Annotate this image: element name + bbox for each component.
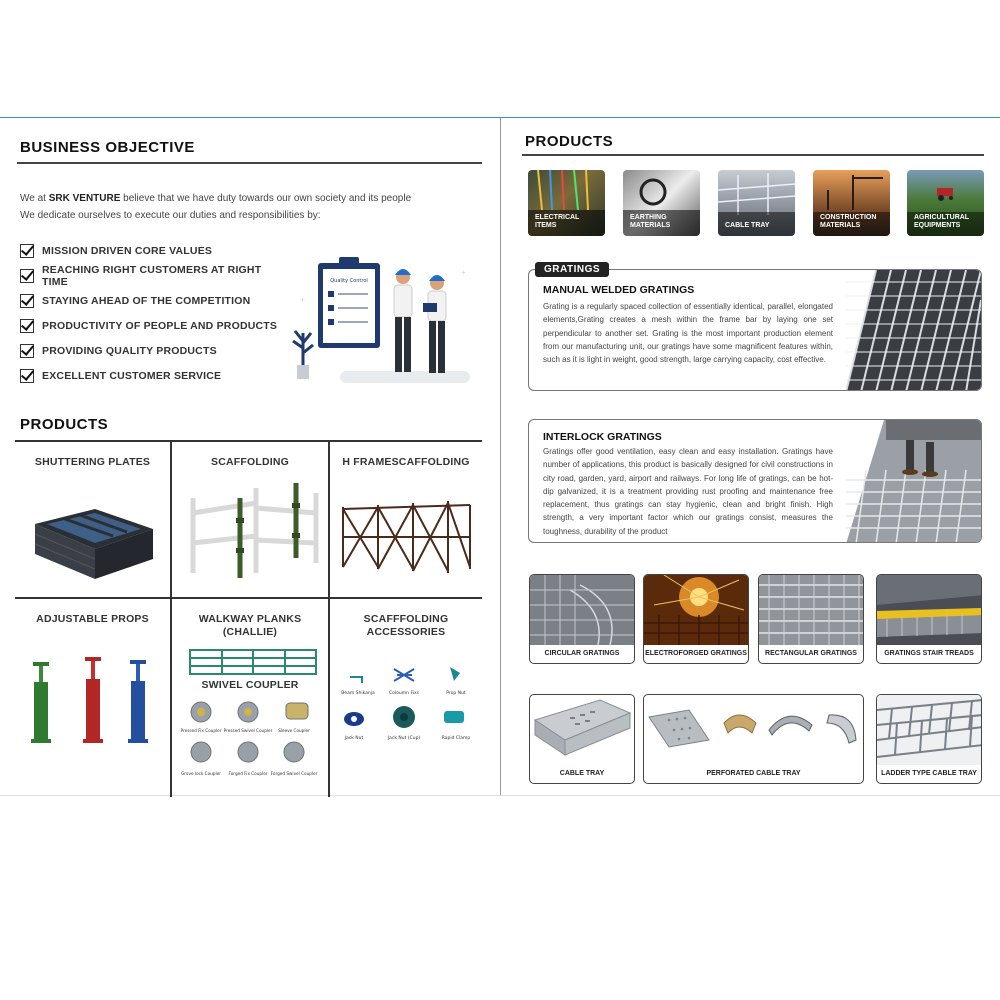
category-cable-tray[interactable] <box>718 170 795 236</box>
checkbox-checked-icon <box>20 244 34 258</box>
product-label: CABLE TRAY <box>559 770 605 777</box>
stair-tread-image <box>877 575 982 645</box>
checklist-item <box>20 288 290 313</box>
category-label: CABLE TRAY <box>725 222 770 229</box>
interlock-gratings-text: Gratings offer good ventilation, easy clean and easy installation. Gratings have number of applications, this product is basically designed for civil constructions in city road, garden, yard, airport and railways. For long life of gratings, can be hot-dip galvanized, it is a treatment providing rust proofing and maintenance free replacement, thus gratings can stay hygienic, clean and bright finish. High strength, a very important factor which our gratings consist, measures the toughness, durability of the product <box>543 447 833 536</box>
accessory-label: Jack Nut (Cup) <box>387 736 421 741</box>
checklist-label: STAYING AHEAD OF THE COMPETITION <box>42 294 251 307</box>
product-card-h-frame[interactable] <box>330 442 482 599</box>
checklist-label: PROVIDING QUALITY PRODUCTS <box>42 344 217 357</box>
product-card-walkway-planks[interactable] <box>172 599 330 797</box>
product-card-adjustable-props[interactable] <box>15 599 172 797</box>
product-label: H FRAMESCAFFOLDING <box>342 456 470 468</box>
accessory-label: Prop Nut <box>446 691 466 696</box>
checklist-item <box>20 363 290 388</box>
interlock-gratings-title: INTERLOCK GRATINGS <box>543 431 662 443</box>
product-card-stair-treads[interactable] <box>876 574 982 664</box>
brand-name: SRK VENTURE <box>48 193 121 204</box>
checkbox-checked-icon <box>20 344 34 358</box>
checklist-item <box>20 263 290 288</box>
product-card-accessories[interactable] <box>330 599 482 797</box>
product-label: ELECTROFORGED GRATINGS <box>645 650 747 657</box>
objective-checklist <box>20 238 290 388</box>
product-card-shuttering[interactable] <box>15 442 172 599</box>
accessory-label: Coloumn Fixs <box>389 691 419 696</box>
category-construction-materials[interactable] <box>813 170 890 236</box>
accessory-label: Rapid Clamp <box>441 736 471 741</box>
product-label: GRATINGS STAIR TREADS <box>884 650 974 657</box>
accessory-label: Beam Shikanja <box>341 691 375 696</box>
products-title-right: PRODUCTS <box>525 133 614 150</box>
product-card-electroforged-gratings[interactable] <box>643 574 749 664</box>
product-label: LADDER TYPE CABLE TRAY <box>881 770 977 777</box>
clipboard-title: Quality Control <box>330 278 368 284</box>
checklist-label: PRODUCTIVITY OF PEOPLE AND PRODUCTS <box>42 319 278 332</box>
intro-prefix: We at <box>20 193 49 204</box>
product-card-ladder-cable-tray[interactable] <box>876 694 982 784</box>
intro-text <box>20 190 440 224</box>
couplers-image <box>176 697 326 782</box>
product-card-scaffolding[interactable] <box>172 442 330 599</box>
coupler-label: Pressed Swivel Coupler <box>223 728 273 733</box>
svg-text:+: + <box>300 295 306 305</box>
h-frame-scaffolding-image <box>338 497 478 577</box>
shuttering-plates-image <box>25 484 165 584</box>
manual-gratings-title: MANUAL WELDED GRATINGS <box>543 284 695 296</box>
gratings-tag: GRATINGS <box>535 262 609 277</box>
accessories-image <box>332 659 482 764</box>
category-earthing-materials[interactable] <box>623 170 700 236</box>
product-card-perforated-cable-tray[interactable] <box>643 694 864 784</box>
perforated-cable-tray-image <box>644 695 864 765</box>
ladder-cable-tray-image <box>877 695 982 765</box>
checklist-item <box>20 338 290 363</box>
intro-line-2: We dedicate ourselves to execute our duties and responsibilities by: <box>20 210 321 221</box>
svg-text:+: + <box>461 268 466 277</box>
product-label: WALKWAY PLANKS (CHALLIE) <box>198 613 302 638</box>
electroforged-grating-image <box>644 575 749 645</box>
product-card-cable-tray[interactable] <box>529 694 635 784</box>
checklist-item <box>20 238 290 263</box>
left-page <box>0 118 500 795</box>
checklist-label: REACHING RIGHT CUSTOMERS AT RIGHT TIME <box>42 263 262 288</box>
product-label: CIRCULAR GRATINGS <box>544 650 620 657</box>
interlock-grating-image <box>846 420 981 543</box>
manual-gratings-card <box>528 269 982 391</box>
coupler-label: Forged Fix Coupler <box>228 771 268 776</box>
category-label: CONSTRUCTION MATERIALS <box>820 214 877 229</box>
products-title-left: PRODUCTS <box>20 416 109 433</box>
cable-tray-image <box>530 695 635 765</box>
product-label: SHUTTERING PLATES <box>34 456 151 468</box>
walkway-plank-image <box>189 649 317 675</box>
product-label: SCAFFOLDING <box>210 456 290 468</box>
checklist-label: EXCELLENT CUSTOMER SERVICE <box>42 369 222 382</box>
category-agricultural-equipments[interactable] <box>907 170 984 236</box>
circular-grating-image <box>530 575 635 645</box>
rectangular-grating-image <box>759 575 864 645</box>
scaffolding-image <box>178 478 323 583</box>
checkbox-checked-icon <box>20 319 34 333</box>
accessory-label: Jack Nut <box>344 736 364 741</box>
quality-control-illustration <box>285 253 475 388</box>
products-rule-right <box>522 154 984 156</box>
intro-suffix: believe that we have duty towards our own society and its people <box>120 193 412 204</box>
product-card-circular-gratings[interactable] <box>529 574 635 664</box>
category-label: EARTHING MATERIALS <box>630 214 671 229</box>
products-grid <box>15 440 482 795</box>
checklist-label: MISSION DRIVEN CORE VALUES <box>42 244 213 257</box>
checkbox-checked-icon <box>20 369 34 383</box>
business-objective-rule <box>17 162 482 164</box>
product-label: ADJUSTABLE PROPS <box>36 613 149 625</box>
category-label: AGRICULTURAL EQUIPMENTS <box>914 214 970 229</box>
coupler-label: Forged Swivel Coupler <box>270 771 318 776</box>
interlock-gratings-card <box>528 419 982 543</box>
welded-grating-image <box>846 270 981 391</box>
manual-gratings-text: Grating is a regularly spaced collection of essentially identical, parallel, elongated elements,Grating creates a mesh within the frame bar by laying one set perpendicular to another set. Grating is the most important production element from our manufacturing unit, our gratings have some magnificent features within, such as it is light in weight, good strength, large carrying capacity, cost effective. <box>543 302 833 365</box>
product-label: RECTANGULAR GRATINGS <box>765 650 857 657</box>
category-label: ELECTRICAL ITEMS <box>535 214 580 229</box>
checkbox-checked-icon <box>20 269 34 283</box>
product-label: PERFORATED CABLE TRAY <box>706 770 801 777</box>
category-electrical-items[interactable] <box>528 170 605 236</box>
product-card-rectangular-gratings[interactable] <box>758 574 864 664</box>
checkbox-checked-icon <box>20 294 34 308</box>
right-page <box>501 118 1000 795</box>
coupler-label: Sleeve Coupler <box>278 728 310 733</box>
swivel-coupler-title: SWIVEL COUPLER <box>201 679 299 691</box>
coupler-label: Grove lock Coupler <box>181 771 221 776</box>
business-objective-title: BUSINESS OBJECTIVE <box>20 139 195 156</box>
product-label: SCAFFFOLDING ACCESSORIES <box>363 613 449 638</box>
adjustable-props-image <box>21 657 166 752</box>
coupler-label: Pressed Fix Coupler <box>180 728 222 733</box>
checklist-item <box>20 313 290 338</box>
